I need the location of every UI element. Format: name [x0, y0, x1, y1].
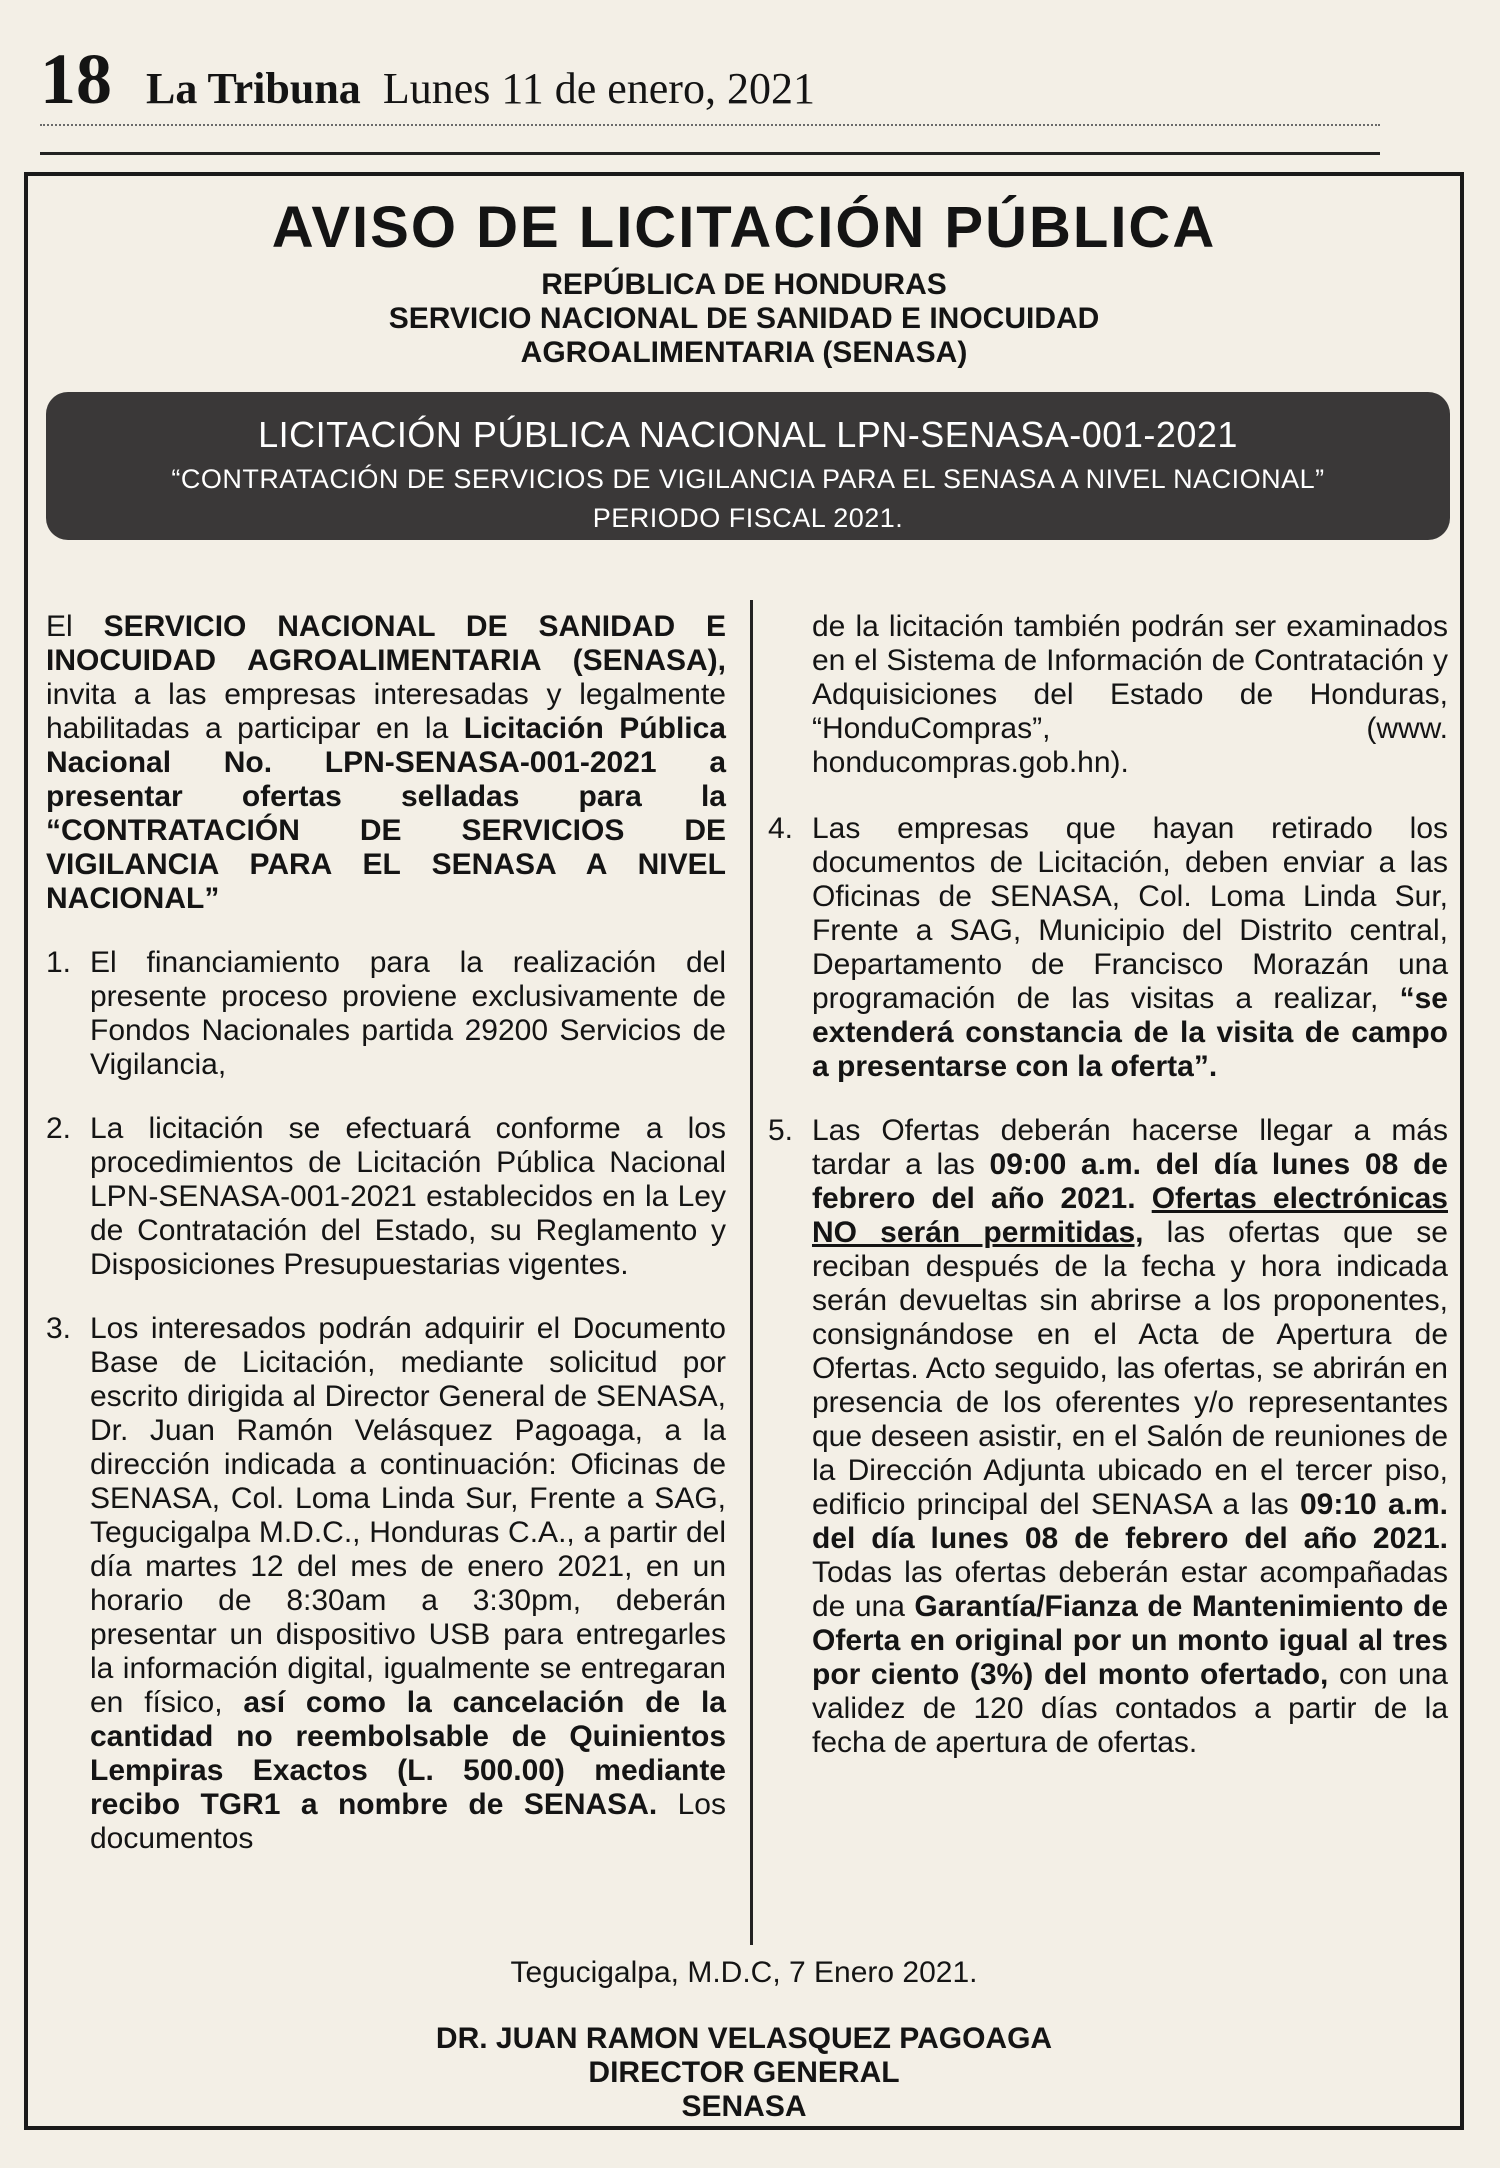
item-5-text-3: Todas las ofertas deberán estar acompañadas de una	[812, 1556, 1448, 1623]
item-5-no-electronic: Ofertas electrónicas NO serán permitidas,	[812, 1182, 1448, 1249]
page-number: 18	[40, 39, 112, 119]
newspaper-name: La Tribuna	[146, 64, 361, 113]
item-5-text: Las Ofertas deberán hacerse llegar a más tardar a las	[812, 1114, 1448, 1181]
item-3-fee: así como la cancelación de la cantidad no reembolsable de Quinientos Lempiras Exactos (L. 500.00) mediante recibo TGR1 a nombre de SENASA.	[90, 1686, 726, 1821]
item-text	[90, 1312, 726, 1856]
list-item-5	[768, 1114, 1448, 1760]
item-number: 1.	[46, 946, 72, 979]
item-text	[812, 812, 1448, 1084]
item-3-text-end: Los documentos	[90, 1788, 726, 1855]
issue-date: Lunes 11 de enero, 2021	[382, 64, 815, 113]
item-number: 2.	[46, 1112, 72, 1145]
item-5-text-4: con una validez de 120 días contados a partir de la fecha de apertura de ofertas.	[812, 1658, 1448, 1759]
column-divider	[750, 600, 753, 1945]
newspaper-masthead	[40, 38, 1380, 118]
item-5-guarantee: Garantía/Fianza de Mantenimiento de Oferta en original por un monto igual al tres por ciento (3%) del monto ofertado,	[812, 1590, 1448, 1691]
item-number: 4.	[768, 812, 794, 845]
intro-text-2: invita a las empresas interesadas y legalmente habilitadas a participar en la	[46, 678, 726, 745]
left-column	[46, 610, 726, 1886]
header-line-republic: REPÚBLICA DE HONDURAS	[541, 268, 947, 301]
item-text	[812, 1114, 1448, 1760]
item-4-text: Las empresas que hayan retirado los documentos de Licitación, deben enviar a las Oficinas de SENASA, Col. Loma Linda Sur, Frente a SAG, Municipio del Distrito central, Departamento de Francisco Morazán una programación de las visitas a realizar,	[812, 812, 1448, 1015]
intro-paragraph	[46, 610, 726, 916]
header-line-agency-2: AGROALIMENTARIA (SENASA)	[520, 336, 968, 369]
header-line-agency: SERVICIO NACIONAL DE SANIDAD E INOCUIDAD	[388, 302, 1100, 335]
public-tender-notice	[24, 172, 1464, 2130]
item-5-deadline: 09:00 a.m. del día lunes 08 de febrero del año 2021.	[812, 1148, 1448, 1215]
masthead-rule	[40, 152, 1380, 155]
signatory-agency: SENASA	[681, 2090, 807, 2123]
item-number: 3.	[46, 1312, 72, 1345]
signatory-name: DR. JUAN RAMON VELASQUEZ PAGOAGA	[435, 2022, 1053, 2055]
list-item-2	[46, 1112, 726, 1282]
list-item-3	[46, 1312, 726, 1856]
item-3-continuation	[768, 610, 1448, 780]
intro-agency: SERVICIO NACIONAL DE SANIDAD E INOCUIDAD AGROALIMENTARIA (SENASA),	[46, 610, 727, 677]
banner-tender-number: LICITACIÓN PÚBLICA NACIONAL LPN-SENASA-001-2021	[258, 414, 1238, 455]
item-4-visit-note: “se extenderá constancia de la visita de campo a presentarse con la oferta”.	[812, 982, 1448, 1083]
right-column	[768, 610, 1448, 1790]
list-item-4	[768, 812, 1448, 1084]
list-item-1	[46, 946, 726, 1082]
item-5-opening-time: 09:10 a.m. del día lunes 08 de febrero del año 2021.	[812, 1488, 1448, 1555]
item-number: 5.	[768, 1114, 794, 1147]
item-3-continued-text: de la licitación también podrán ser examinados en el Sistema de Información de Contratación y Adquisiciones del Estado de Honduras, “HonduCompras”, (www. honducompras.gob.hn).	[812, 610, 1448, 779]
signatory-title: DIRECTOR GENERAL	[588, 2056, 900, 2089]
banner-tender-subject: “CONTRATACIÓN DE SERVICIOS DE VIGILANCIA PARA EL SENASA A NIVEL NACIONAL”	[171, 464, 1325, 494]
masthead-dotted-rule	[40, 124, 1380, 126]
intro-tender: Licitación Pública Nacional No. LPN-SENASA-001-2021 a presentar ofertas selladas para la “CONTRATACIÓN DE SERVICIOS DE VIGILANCIA PARA EL SENASA A NIVEL NACIONAL”	[46, 712, 726, 915]
notice-title: AVISO DE LICITACIÓN PÚBLICA	[271, 195, 1217, 260]
item-3-text: Los interesados podrán adquirir el Documento Base de Licitación, mediante solicitud por escrito dirigida al Director General de SENASA, Dr. Juan Ramón Velásquez Pagoaga, a la dirección indicada a continuación: Oficinas de SENASA, Col. Loma Linda Sur, Frente a SAG, Tegucigalpa M.D.C., Honduras C.A., a partir del día martes 12 del mes de enero 2021, en un horario de 8:30am a 3:30pm, deberán presentar un dispositivo USB para entregarles la información digital, igualmente se entregaran en físico,	[90, 1312, 726, 1719]
intro-text: El	[46, 610, 104, 643]
tender-banner	[46, 392, 1450, 540]
banner-fiscal-period: PERIODO FISCAL 2021.	[592, 503, 904, 533]
place-and-date: Tegucigalpa, M.D.C, 7 Enero 2021.	[510, 1956, 978, 1989]
item-text: La licitación se efectuará conforme a los procedimientos de Licitación Pública Nacional LPN-SENASA-001-2021 establecidos en la Ley de Contratación del Estado, su Reglamento y Disposiciones Presupuestarias vigentes.	[90, 1112, 726, 1281]
item-text: El financiamiento para la realización del presente proceso proviene exclusivamente de Fondos Nacionales partida 29200 Servicios de Vigilancia,	[90, 946, 726, 1081]
item-5-text-2: las ofertas que se reciban después de la fecha y hora indicada serán devueltas sin abrirse a los proponentes, consignándose en el Acta de Apertura de Ofertas. Acto seguido, las ofertas, se abrirán en presencia de los oferentes y/o representantes que deseen asistir, en el Salón de reuniones de la Dirección Adjunta ubicado en el tercer piso, edificio principal del SENASA a las	[812, 1216, 1448, 1521]
